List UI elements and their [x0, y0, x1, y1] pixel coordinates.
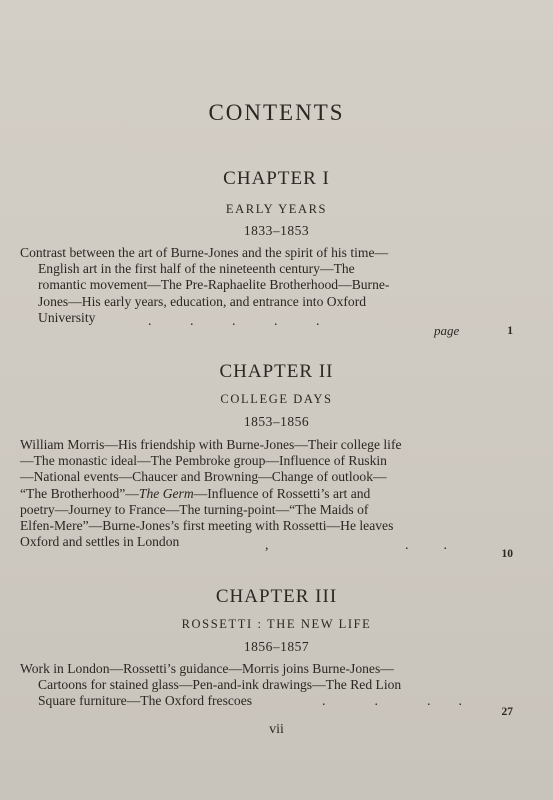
chapter-1-page-number: 1: [507, 325, 513, 337]
summary-line: Oxford and settles in London: [20, 534, 180, 550]
summary-line: Jones—His early years, education, and entrance into Oxford: [38, 293, 367, 309]
summary-line: University: [38, 309, 96, 325]
summary-line: “The Brotherhood”—The Germ—Influence of Rossetti’s art and: [20, 485, 371, 501]
chapter-2-page-number: 10: [501, 548, 513, 560]
page-label: page: [434, 323, 460, 338]
summary-line: William Morris—His friendship with Burne-Jones—Their college life: [20, 437, 402, 452]
summary-line: Elfen-Mere”—Burne-Jones’s first meeting with Rossetti—He leaves: [20, 518, 394, 534]
leader-dots: , . .: [265, 538, 447, 553]
summary-line: romantic movement—The Pre-Raphaelite Brotherhood—Burne-: [38, 277, 390, 293]
chapter-1-years: 1833–1853: [243, 223, 310, 238]
summary-line: Square furniture—The Oxford frescoes: [38, 693, 253, 709]
chapter-3-heading: CHAPTER III: [215, 586, 338, 607]
chapter-1-subtitle: EARLY YEARS: [225, 202, 328, 216]
summary-line: poetry—Journey to France—The turning-point—“The Maids of: [20, 501, 369, 517]
chapter-2-heading: CHAPTER II: [219, 361, 334, 382]
summary-line: Contrast between the art of Burne-Jones and the spirit of his time—: [20, 245, 389, 260]
summary-line: Cartoons for stained glass—Pen-and-ink drawings—The Red Lion: [38, 677, 402, 693]
summary-line: English art in the first half of the nineteenth century—The: [38, 261, 355, 277]
summary-line: —The monastic ideal—The Pembroke group—Influence of Ruskin: [20, 453, 387, 469]
chapter-3-subtitle: ROSSETTI : THE NEW LIFE: [181, 617, 372, 631]
chapter-2-subtitle: COLLEGE DAYS: [220, 392, 333, 406]
page-title: CONTENTS: [208, 100, 345, 125]
chapter-1-heading: CHAPTER I: [223, 168, 330, 189]
chapter-3-page-number: 27: [501, 706, 513, 718]
chapter-2-years: 1853–1856: [243, 414, 310, 429]
periodical-title: The Germ: [138, 485, 194, 501]
chapter-2-summary: [20, 437, 466, 550]
leader-dots: . . . . .: [148, 314, 320, 329]
summary-line: —National events—Chaucer and Browning—Change of outlook—: [20, 469, 387, 485]
summary-line: Work in London—Rossetti’s guidance—Morris joins Burne-Jones—: [20, 661, 394, 676]
leader-dots: . . . .: [322, 694, 462, 709]
folio-page-number: vii: [269, 722, 284, 737]
chapter-3-years: 1856–1857: [243, 639, 310, 654]
